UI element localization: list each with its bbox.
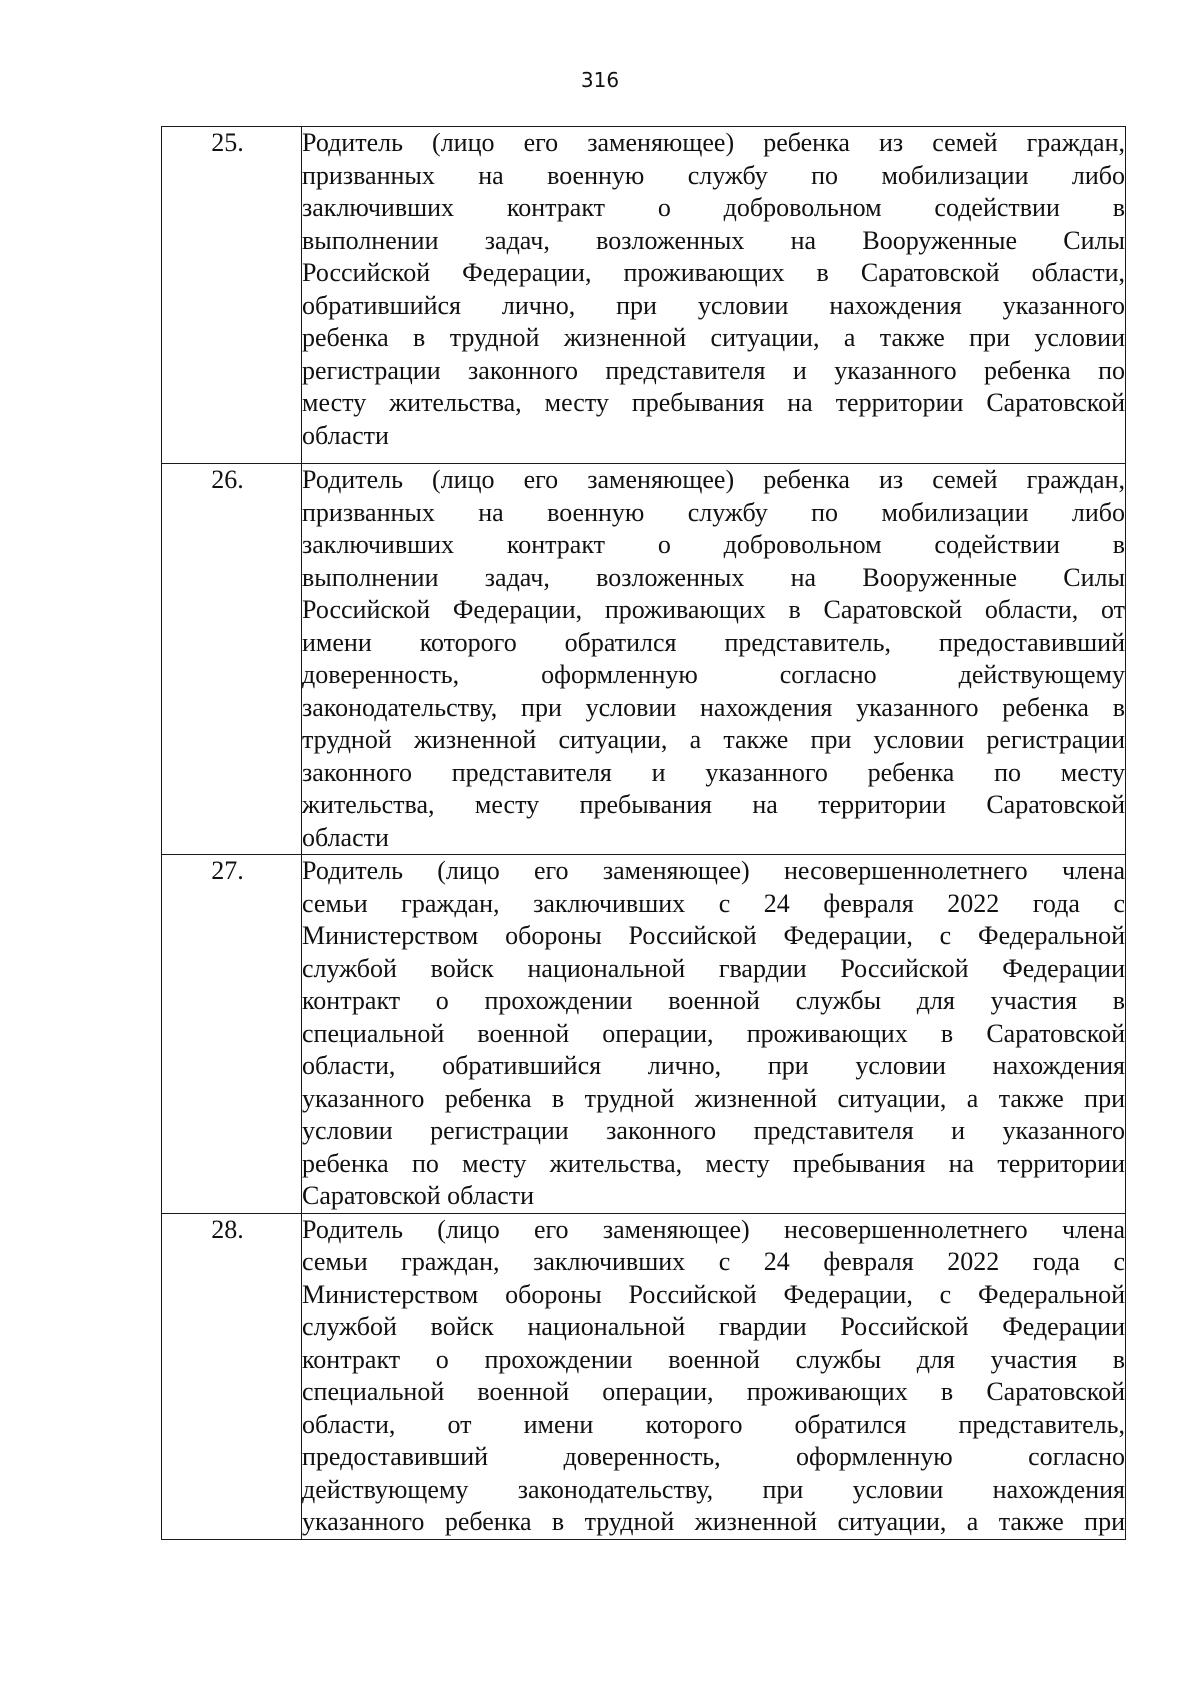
text-line: области, от имени которого обратился представитель, bbox=[302, 1409, 1125, 1439]
text-line: контракт о прохождении военной службы для участия в bbox=[302, 986, 1125, 1015]
text-line: Родитель (лицо его заменяющее) несовершеннолетнего члена bbox=[302, 1214, 1125, 1244]
text-line: жительства, месту пребывания на территории Саратовской bbox=[302, 790, 1125, 819]
row-number-cell bbox=[162, 855, 302, 1214]
row-text-cell bbox=[302, 464, 1126, 855]
text-line: Министерством обороны Российской Федерации, с Федеральной bbox=[302, 1279, 1125, 1309]
row-text-cell bbox=[302, 127, 1126, 464]
table-row bbox=[162, 464, 1126, 855]
text-line: семьи граждан, заключивших с 24 февраля 2022 года с bbox=[302, 1247, 1125, 1276]
page-number: 316 bbox=[580, 68, 620, 92]
text-line: выполнении задач, возложенных на Вооруженные Силы bbox=[302, 225, 1125, 255]
text-line: заключивших контракт о добровольном содействии в bbox=[302, 530, 1125, 559]
text-line: контракт о прохождении военной службы для участия в bbox=[302, 1344, 1125, 1374]
text-line: законодательству, при условии нахождения указанного ребенка в bbox=[302, 692, 1125, 722]
text-line: службой войск национальной гвардии Российской Федерации bbox=[302, 953, 1125, 983]
text-line: предоставивший доверенность, оформленную согласно bbox=[302, 1442, 1125, 1471]
text-line: Российской Федерации, проживающих в Саратовской области, bbox=[302, 258, 1125, 287]
text-line: обратившийся лично, при условии нахождения указанного bbox=[302, 290, 1125, 320]
text-line: Саратовской области bbox=[302, 1181, 535, 1210]
text-line: области bbox=[302, 822, 389, 852]
text-line: семьи граждан, заключивших с 24 февраля 2022 года с bbox=[302, 888, 1125, 918]
text-line: выполнении задач, возложенных на Вооруженные Силы bbox=[302, 562, 1125, 592]
row-number: 25. bbox=[211, 128, 244, 157]
text-line: законного представителя и указанного ребенка по месту bbox=[302, 757, 1125, 787]
text-line: Российской Федерации, проживающих в Саратовской области, от bbox=[302, 595, 1125, 624]
text-line: условии регистрации законного представителя и указанного bbox=[302, 1116, 1125, 1145]
text-line: Родитель (лицо его заменяющее) ребенка из семей граждан, bbox=[302, 465, 1125, 494]
text-line: действующему законодательству, при условии нахождения bbox=[302, 1474, 1125, 1504]
text-line: ребенка в трудной жизненной ситуации, а также при условии bbox=[302, 323, 1125, 352]
document-table bbox=[161, 126, 1126, 1540]
text-line: области, обратившийся лично, при условии нахождения bbox=[302, 1051, 1125, 1080]
text-line: Родитель (лицо его заменяющее) ребенка из семей граждан, bbox=[302, 128, 1125, 157]
table-row bbox=[162, 1213, 1126, 1539]
row-number: 28. bbox=[211, 1214, 244, 1244]
row-text-cell bbox=[302, 1213, 1126, 1539]
text-line: указанного ребенка в трудной жизненной ситуации, а также при bbox=[302, 1083, 1125, 1113]
text-line: имени которого обратился представитель, предоставивший bbox=[302, 627, 1125, 657]
text-line: заключивших контракт о добровольном содействии в bbox=[302, 193, 1125, 222]
text-line: трудной жизненной ситуации, а также при условии регистрации bbox=[302, 725, 1125, 754]
text-line: доверенность, оформленную согласно действующему bbox=[302, 660, 1125, 689]
text-line: специальной военной операции, проживающих в Саратовской bbox=[302, 1018, 1125, 1048]
table-body bbox=[162, 127, 1126, 1540]
row-text-cell bbox=[302, 855, 1126, 1214]
text-line: ребенка по месту жительства, месту пребывания на территории bbox=[302, 1148, 1125, 1178]
table-row bbox=[162, 127, 1126, 464]
text-line: Родитель (лицо его заменяющее) несовершеннолетнего члена bbox=[302, 856, 1125, 885]
row-number: 27. bbox=[211, 856, 244, 885]
text-line: Министерством обороны Российской Федерации, с Федеральной bbox=[302, 921, 1125, 950]
text-line: призванных на военную службу по мобилизации либо bbox=[302, 497, 1125, 527]
text-line: указанного ребенка в трудной жизненной ситуации, а также при bbox=[302, 1507, 1125, 1536]
text-line: службой войск национальной гвардии Российской Федерации bbox=[302, 1312, 1125, 1341]
text-line: области bbox=[302, 420, 389, 450]
text-line: месту жительства, месту пребывания на территории Саратовской bbox=[302, 388, 1125, 417]
text-line: регистрации законного представителя и указанного ребенка по bbox=[302, 355, 1125, 385]
text-line: призванных на военную службу по мобилизации либо bbox=[302, 160, 1125, 190]
row-number: 26. bbox=[211, 465, 244, 494]
text-line: специальной военной операции, проживающих в Саратовской bbox=[302, 1377, 1125, 1406]
row-number-cell bbox=[162, 127, 302, 464]
row-number-cell bbox=[162, 1213, 302, 1539]
row-number-cell bbox=[162, 464, 302, 855]
table-row bbox=[162, 855, 1126, 1214]
